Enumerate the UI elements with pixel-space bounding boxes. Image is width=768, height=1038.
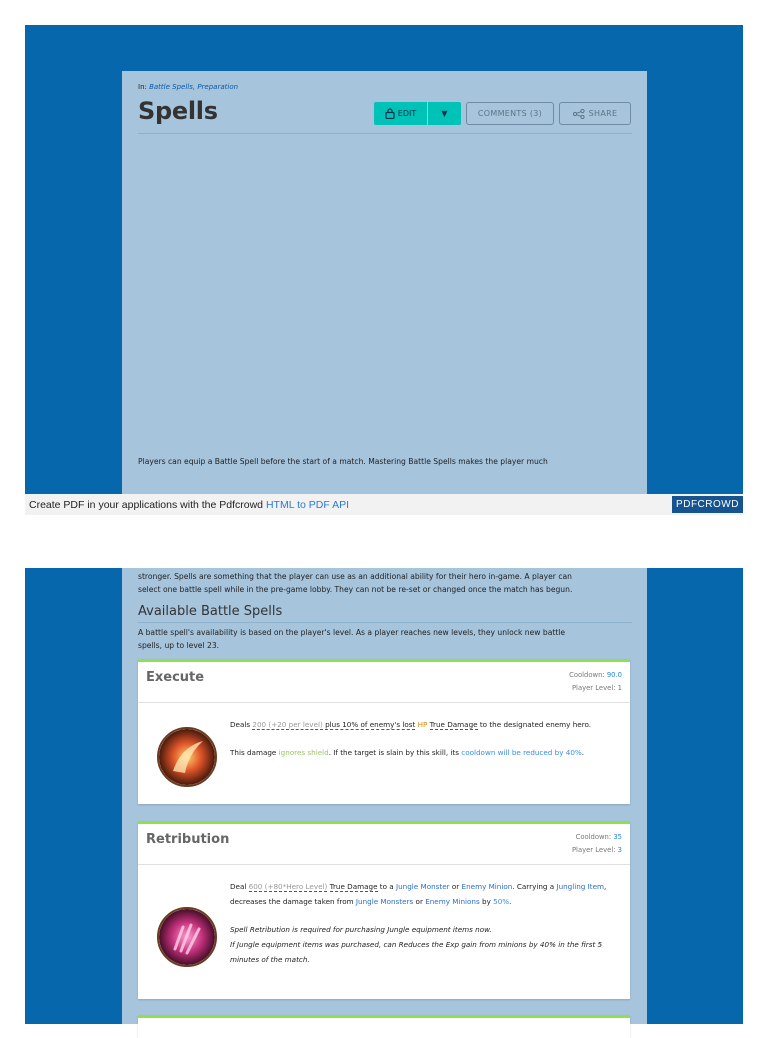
player-level-row xyxy=(572,844,622,857)
description-paragraph-2 xyxy=(230,745,612,760)
caret-down-icon: ▼ xyxy=(441,109,448,118)
desc-text: Deal xyxy=(230,882,247,891)
spell-meta xyxy=(569,669,622,695)
intro-paragraph-continued xyxy=(138,570,572,596)
desc-text: by xyxy=(482,897,491,906)
description-paragraph-1 xyxy=(230,717,612,732)
jungling-item-link[interactable]: Jungling Item xyxy=(556,882,605,891)
comments-button[interactable] xyxy=(466,102,554,125)
ignores-shield-keyword: ignores shield xyxy=(278,748,329,757)
intro-line-2: select one battle spell while in the pre-game lobby. They can not be re-set or changed once the match has begun. xyxy=(138,585,573,594)
enemy-minion-link[interactable]: Enemy Minion xyxy=(461,882,513,891)
intro-paragraph-start: Players can equip a Battle Spell before the start of a match. Mastering Battle Spells makes the player much xyxy=(138,457,548,466)
header-divider xyxy=(138,133,632,134)
player-level-value: 3 xyxy=(617,846,622,854)
pdfcrowd-footer-message: Create PDF in your applications with the Pdfcrowd xyxy=(29,499,264,511)
player-level-label: Player Level: xyxy=(571,684,616,692)
page-title: Spells xyxy=(138,97,218,125)
desc-text: or xyxy=(451,882,460,891)
share-icon xyxy=(573,109,585,119)
description-paragraph-1 xyxy=(230,879,612,909)
html-to-pdf-api-link[interactable]: HTML to PDF API xyxy=(265,499,349,511)
desc-text: , decreases the damage taken from xyxy=(230,882,607,906)
desc-text: or xyxy=(415,897,423,906)
desc-text: to a xyxy=(379,882,394,891)
spell-card-retribution xyxy=(138,821,630,999)
cooldown-row xyxy=(572,831,622,844)
desc-text: . xyxy=(509,897,512,906)
damage-formula: 600 (+80*Hero Level) xyxy=(248,882,328,891)
true-damage-keyword: True Damage xyxy=(329,882,378,891)
edit-button[interactable] xyxy=(374,102,427,125)
player-level-row xyxy=(569,682,622,695)
spell-description xyxy=(230,717,612,760)
breadcrumb-categories-link[interactable]: Battle Spells, Preparation xyxy=(149,83,239,91)
section-text xyxy=(138,626,565,652)
desc-text: . Carrying a xyxy=(512,882,555,891)
pdfcrowd-footer-text xyxy=(29,499,349,511)
execute-spell-icon xyxy=(157,727,217,787)
cooldown-row xyxy=(569,669,622,682)
card-divider xyxy=(138,702,630,703)
cooldown-label: Cooldown: xyxy=(575,833,612,841)
section-text-line-1: A battle spell's availability is based on the player's level. As a player reaches new levels, they unlock new battle xyxy=(138,628,566,637)
jungle-monsters-link[interactable]: Jungle Monsters xyxy=(355,897,414,906)
jungle-monster-link[interactable]: Jungle Monster xyxy=(396,882,450,891)
description-note-2: If Jungle equipment items was purchased, can Reduces the Exp gain from minions by 40% in the first 5 minutes of the match. xyxy=(230,940,603,964)
edit-button-label: EDIT xyxy=(397,109,417,118)
desc-text: . xyxy=(581,748,585,757)
desc-text: Deals xyxy=(230,720,251,729)
player-level-label: Player Level: xyxy=(571,846,616,854)
desc-text: This damage xyxy=(230,748,277,757)
damage-formula: 200 (+20 per level) xyxy=(252,720,323,729)
spell-name: Execute xyxy=(146,670,205,685)
cooldown-value: 35 xyxy=(613,833,622,841)
breadcrumb xyxy=(138,83,238,91)
cooldown-label: Cooldown: xyxy=(569,671,605,679)
spell-description xyxy=(230,879,612,967)
spell-name: Retribution xyxy=(146,832,230,847)
desc-text: plus 10% of enemy's lost xyxy=(325,720,416,729)
cooldown-value: 90.0 xyxy=(606,671,622,679)
spell-card-execute xyxy=(138,659,630,804)
true-damage-keyword: True Damage xyxy=(429,720,478,729)
hp-keyword: HP xyxy=(417,720,428,729)
spell-meta xyxy=(572,831,622,857)
desc-text: . If the target is slain by this skill, its xyxy=(328,748,459,757)
lock-icon xyxy=(385,108,395,119)
card-divider xyxy=(138,864,630,865)
intro-line-1: stronger. Spells are something that the player can use as an additional ability for their hero in-game. A player can xyxy=(138,572,572,581)
pdfcrowd-footer-bar xyxy=(25,494,743,515)
pdfcrowd-badge[interactable]: PDFCROWD xyxy=(672,496,743,513)
player-level-value: 1 xyxy=(617,684,622,692)
spell-card-next xyxy=(138,1015,630,1038)
breadcrumb-in-label: In: xyxy=(138,83,147,91)
cooldown-reduction-keyword: cooldown will be reduced by 40% xyxy=(461,748,582,757)
damage-reduction-value: 50% xyxy=(493,897,510,906)
share-button-label: SHARE xyxy=(588,109,618,118)
section-divider xyxy=(138,622,632,623)
share-button[interactable] xyxy=(559,102,631,125)
desc-text: to the designated enemy hero. xyxy=(479,720,592,729)
retribution-spell-icon xyxy=(157,907,217,967)
page1-content-panel xyxy=(122,71,647,494)
edit-dropdown-button[interactable] xyxy=(428,102,461,125)
description-note-1: Spell Retribution is required for purchasing Jungle equipment items now. xyxy=(230,925,492,934)
section-text-line-2: spells, up to level 23. xyxy=(138,641,220,650)
comments-button-label: COMMENTS (3) xyxy=(477,109,543,118)
section-heading: Available Battle Spells xyxy=(138,604,283,619)
enemy-minions-link[interactable]: Enemy Minions xyxy=(425,897,480,906)
